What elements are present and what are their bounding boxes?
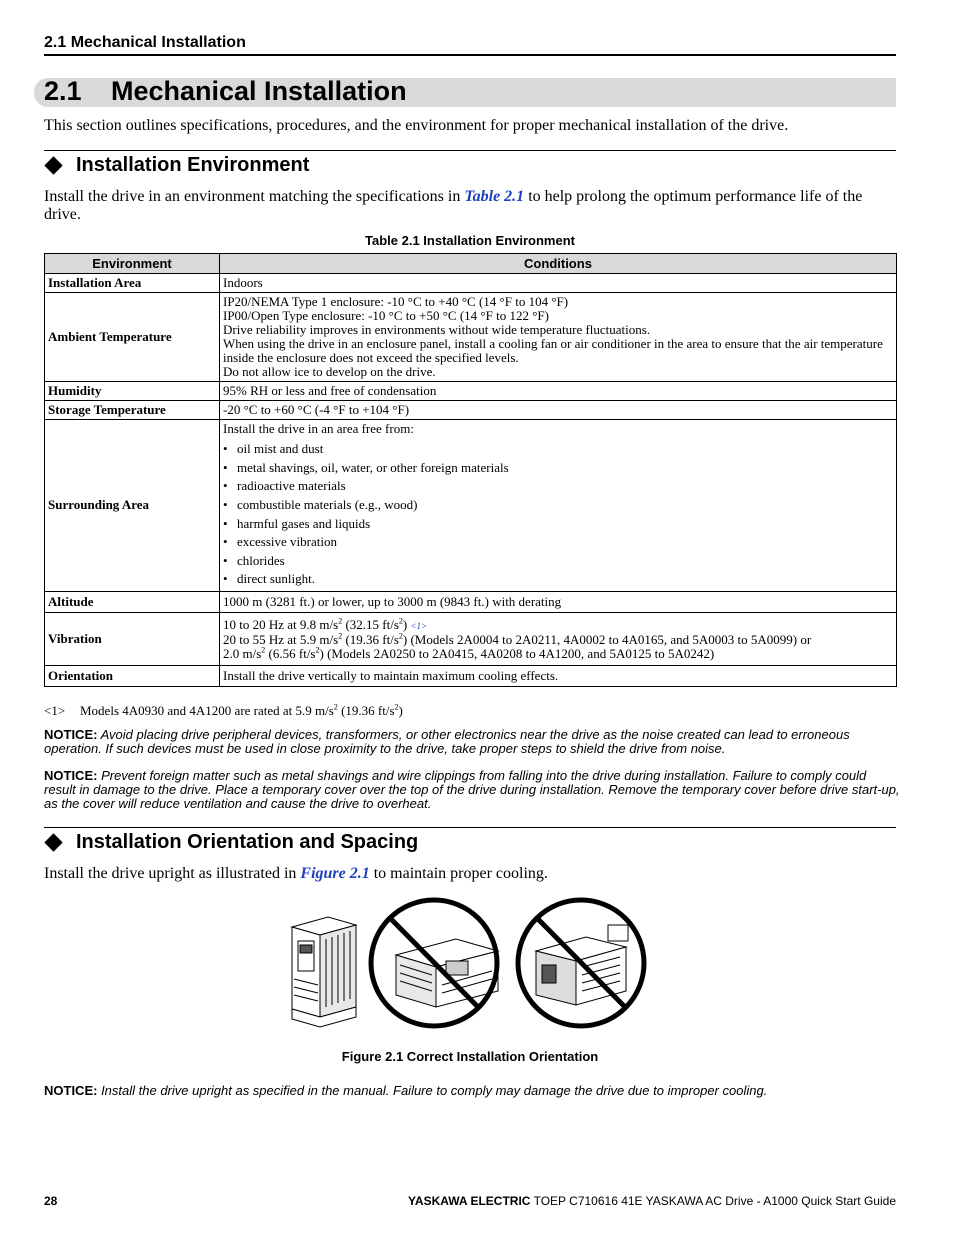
section-title-text: Mechanical Installation [111,76,407,106]
row-value: -20 °C to +60 °C (-4 °F to +104 °F) [220,401,897,420]
table-caption: Table 2.1 Installation Environment [365,233,575,248]
env-heading-text: Installation Environment [76,154,310,176]
notice-foreign-matter: NOTICE: Prevent foreign matter such as metal shavings and wire clippings from falling into the drive during installation. Failure to comply could result in damage to the drive. Place a temporary cover over the top of the drive during installation. Remove the temporary cover before drive start-up, as the cover will reduce ventilation and cause the drive to overheat. [44,768,900,811]
env-para-text-end: to help prolong the optimum performance life of the drive. [44,188,863,223]
prohibited-sideways-drive [518,900,644,1026]
notice-noise: NOTICE: Avoid placing drive peripheral devices, transformers, or other electronics near the drive as the noise created can lead to erroneous operation. If such devices must be used in close proximity to the drive, take proper steps to shield the drive from noise. [44,727,850,756]
condition-line: Install the drive in an area free from: [223,421,414,436]
row-value [220,420,897,592]
list-item-text: oil mist and dust [237,441,324,457]
list-item: • combustible materials (e.g., wood) [223,497,418,513]
list-item: • chlorides [223,552,285,568]
row-label: Humidity [45,382,220,401]
footer-doc-title: TOEP C710616 41E YASKAWA AC Drive - A1000 Quick Start Guide [530,1194,896,1208]
row-value: Indoors [220,274,897,293]
list-item-text: excessive vibration [237,534,337,550]
list-item-text: metal shavings, oil, water, or other foreign materials [237,459,509,475]
orientation-figure [286,895,652,1035]
list-item-text: harmful gases and liquids [237,515,371,531]
list-item: • oil mist and dust [223,441,324,457]
table-row [45,612,897,665]
table-header-row [45,254,897,274]
row-value: Install the drive vertically to maintain maximum cooling effects. [220,665,897,686]
list-item: • metal shavings, oil, water, or other foreign materials [223,459,509,475]
table-row [45,591,897,612]
section-title [44,76,407,107]
table-row [45,420,897,592]
footer-doc-info [408,1194,896,1208]
footnote-mark: <1> [44,703,66,718]
column-header-environment: Environment [45,254,220,274]
running-header: 2.1 Mechanical Installation [44,34,246,51]
diamond-bullet-icon [44,156,62,174]
list-item: • harmful gases and liquids [223,515,371,531]
orientation-heading-text: Installation Orientation and Spacing [76,831,419,853]
list-item-text: radioactive materials [237,478,346,494]
environment-table [44,253,897,687]
column-header-conditions: Conditions [220,254,897,274]
orientation-heading [44,831,418,854]
row-label: Orientation [45,665,220,686]
footnote-link[interactable]: <1> [410,620,428,631]
condition-line: Do not allow ice to develop on the drive. [223,364,436,379]
row-label: Storage Temperature [45,401,220,420]
notice-upright: NOTICE: Install the drive upright as specified in the manual. Failure to comply may damage the drive due to improper cooling. [44,1083,768,1098]
heading-rule [44,150,896,151]
row-label: Surrounding Area [45,420,220,592]
row-value: 1000 m (3281 ft.) or lower, up to 3000 m (9843 ft.) with derating [220,591,897,612]
condition-line: 10 to 20 Hz at 9.8 $m/s^2$ (32.15 $ft/s^2) <1>$ [223,616,428,632]
intro-paragraph: This section outlines specifications, procedures, and the environment for proper mechanical installation of the drive. [44,117,789,134]
condition-line: IP00/Open Type enclosure: -10 °C to +50 °C (14 °F to 122 °F) [223,308,549,323]
figure-caption: Figure 2.1 Correct Installation Orientation [341,1049,599,1064]
list-item-text: chlorides [237,552,285,568]
row-value [220,612,897,665]
env-paragraph [44,188,900,224]
row-label: Altitude [45,591,220,612]
row-value [220,293,897,382]
footer-brand: YASKAWA ELECTRIC [408,1194,531,1208]
list-item: • radioactive materials [223,478,346,494]
table-row [45,665,897,686]
list-item-text: direct sunlight. [237,571,315,587]
list-item: • direct sunlight. [223,571,315,587]
upright-drive-illustration [292,917,356,1027]
header-rule [44,54,896,56]
prohibited-horizontal-drive [371,900,498,1026]
condition-line: When using the drive in an enclosure panel, install a cooling fan or air conditioner in the area to ensure that the air temperature inside the enclosure does not exceed the specified levels. [223,336,883,365]
condition-line: IP20/NEMA Type 1 enclosure: -10 °C to +40 °C (14 °F to 104 °F) [223,294,569,309]
table-row [45,274,897,293]
page-number: 28 [44,1194,58,1208]
figure-link[interactable]: Figure 2.1 [300,865,370,882]
condition-line: 20 to 55 Hz at 5.9 $m/s^2$ (19.36 $ft/s^2$) (Models 2A0004 to 2A0211, 4A0002 to 4A0165, and 5A0003 to 5A0099) or [223,631,812,647]
table-row [45,382,897,401]
env-heading [44,154,309,177]
diamond-bullet-icon [44,833,62,851]
table-row [45,401,897,420]
table-row [45,293,897,382]
row-value: 95% RH or less and free of condensation [220,382,897,401]
list-item: • excessive vibration [223,534,337,550]
condition-line: 2.0 $m/s^2$ (6.56 $ft/s^2$) (Models 2A0250 to 2A0415, 4A0208 to 4A1200, and 5A0125 to 5A0242) [223,645,715,661]
section-number: 2.1 [44,76,82,106]
orientation-paragraph: Install the drive upright as illustrated in Figure 2.1 to maintain proper cooling. [44,865,548,882]
condition-line: Drive reliability improves in environments without wide temperature fluctuations. [223,322,651,337]
row-label: Installation Area [45,274,220,293]
env-para-text: Install the drive in an environment matching the specifications in [44,188,465,205]
row-label: Vibration [45,612,220,665]
heading-rule [44,827,896,828]
list-item-text: combustible materials (e.g., wood) [237,497,418,513]
row-label: Ambient Temperature [45,293,220,382]
table-link[interactable]: Table 2.1 [464,188,525,205]
table-footnote: <1> Models 4A0930 and 4A1200 are rated at 5.9 $m/s^2$ (19.36 $ft/s^2$) [44,702,403,718]
